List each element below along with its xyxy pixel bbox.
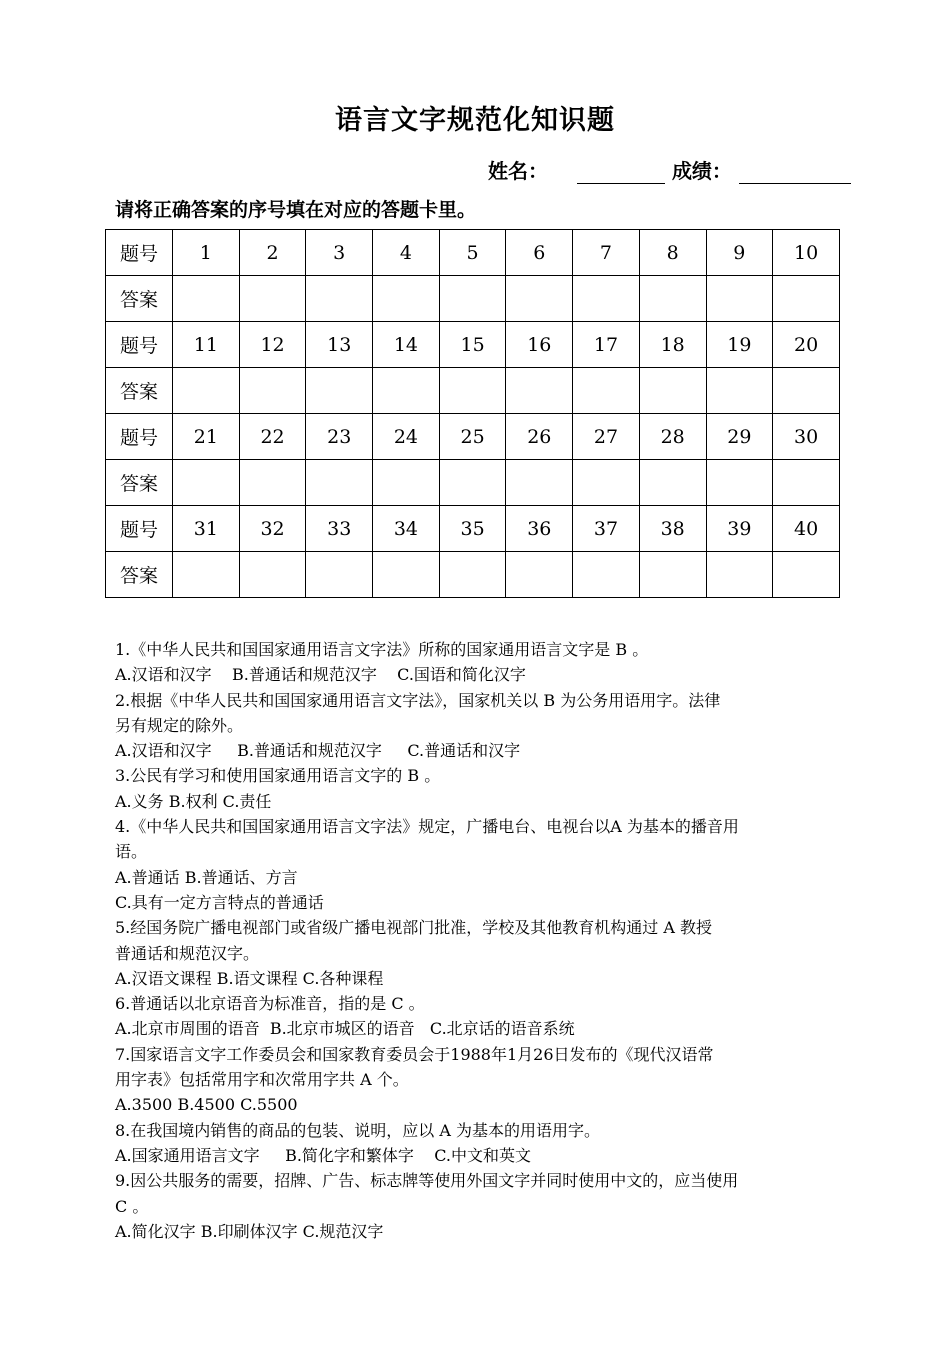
question-number-cell: 21 [173, 414, 240, 460]
answer-row [106, 368, 840, 414]
question-number-cell: 3 [306, 230, 373, 276]
question-number-cell: 39 [706, 506, 773, 552]
name-label: 姓名： [488, 159, 548, 183]
number-row-label: 题号 [106, 322, 173, 368]
question-text-line: 7.国家语言文字工作委员会和国家教育委员会于1988年1月26日发布的《现代汉语常 [115, 1044, 714, 1064]
number-row-label: 题号 [106, 414, 173, 460]
answer-cell[interactable] [706, 368, 773, 414]
number-row [106, 506, 840, 552]
answer-cell[interactable] [573, 552, 640, 598]
question-number-cell: 17 [573, 322, 640, 368]
number-row [106, 230, 840, 276]
answer-cell[interactable] [173, 276, 240, 322]
question-number-cell: 2 [239, 230, 306, 276]
question-text-line: A.简化汉字 B.印刷体汉字 C.规范汉字 [115, 1221, 384, 1241]
question-number-cell: 7 [573, 230, 640, 276]
answer-cell[interactable] [373, 276, 440, 322]
question-number-cell: 20 [773, 322, 840, 368]
answer-row [106, 276, 840, 322]
answer-cell[interactable] [173, 460, 240, 506]
question-number-cell: 36 [506, 506, 573, 552]
answer-cell[interactable] [639, 460, 706, 506]
question-number-cell: 24 [373, 414, 440, 460]
question-number-cell: 22 [239, 414, 306, 460]
answer-row [106, 552, 840, 598]
answer-cell[interactable] [373, 552, 440, 598]
question-number-cell: 4 [373, 230, 440, 276]
question-text-line: 语。 [115, 842, 148, 862]
question-text-line: 1.《中华人民共和国国家通用语言文字法》所称的国家通用语言文字是 B 。 [115, 640, 649, 659]
answer-cell[interactable] [706, 460, 773, 506]
question-text-line: 用字表》包括常用字和次常用字共 A 个。 [115, 1070, 409, 1090]
question-number-cell: 29 [706, 414, 773, 460]
instruction-text: 请将正确答案的序号填在对应的答题卡里。 [115, 199, 477, 221]
question-number-cell: 35 [439, 506, 506, 552]
question-list [115, 637, 837, 1244]
question-number-cell: 12 [239, 322, 306, 368]
answer-cell[interactable] [239, 552, 306, 598]
answer-cell[interactable] [439, 368, 506, 414]
question-text-line: 2.根据《中华人民共和国国家通用语言文字法》，国家机关以 B 为公务用语用字。法律 [115, 690, 721, 710]
answer-cell[interactable] [173, 368, 240, 414]
question-number-cell: 16 [506, 322, 573, 368]
answer-cell[interactable] [506, 552, 573, 598]
question-number-cell: 9 [706, 230, 773, 276]
answer-cell[interactable] [706, 552, 773, 598]
question-text-line: A.汉语和汉字 B.普通话和规范汉字 C.国语和简化汉字 [115, 665, 526, 685]
question-number-cell: 10 [773, 230, 840, 276]
question-number-cell: 33 [306, 506, 373, 552]
answer-row-label: 答案 [106, 552, 173, 598]
answer-cell[interactable] [439, 552, 506, 598]
answer-cell[interactable] [306, 276, 373, 322]
question-number-cell: 23 [306, 414, 373, 460]
question-number-cell: 28 [639, 414, 706, 460]
question-number-cell: 13 [306, 322, 373, 368]
name-score-line [488, 155, 848, 185]
question-text-line: A.汉语和汉字 B.普通话和规范汉字 C.普通话和汉字 [115, 741, 521, 761]
question-number-cell: 34 [373, 506, 440, 552]
answer-cell[interactable] [439, 276, 506, 322]
question-text-line: A.义务 B.权利 C.责任 [115, 791, 272, 811]
answer-cell[interactable] [706, 276, 773, 322]
question-number-cell: 32 [239, 506, 306, 552]
question-text-line: A.3500 B.4500 C.5500 [115, 1095, 298, 1115]
answer-cell[interactable] [239, 460, 306, 506]
question-text-line: 4.《中华人民共和国国家通用语言文字法》规定，广播电台、电视台以A 为基本的播音用 [115, 817, 739, 837]
question-text-line: C.具有一定方言特点的普通话 [115, 892, 324, 912]
number-row [106, 322, 840, 368]
question-number-cell: 11 [173, 322, 240, 368]
question-text-line: A.普通话 B.普通话、方言 [115, 867, 298, 887]
question-text-line: 5.经国务院广播电视部门或省级广播电视部门批准，学校及其他教育机构通过 A 教授 [115, 918, 712, 938]
answer-cell[interactable] [506, 276, 573, 322]
question-text-line: 另有规定的除外。 [115, 715, 244, 735]
question-text-line: 9.因公共服务的需要，招牌、广告、标志牌等使用外国文字并同时使用中文的，应当使用 [115, 1171, 739, 1191]
question-text-line: A.国家通用语言文字 B.简化字和繁体字 C.中文和英文 [115, 1145, 532, 1165]
answer-cell[interactable] [773, 552, 840, 598]
number-row [106, 414, 840, 460]
answer-cell[interactable] [506, 460, 573, 506]
question-text-line: 普通话和规范汉字。 [115, 943, 260, 963]
answer-row-label: 答案 [106, 276, 173, 322]
question-number-cell: 25 [439, 414, 506, 460]
answer-cell[interactable] [373, 460, 440, 506]
question-number-cell: 19 [706, 322, 773, 368]
score-label: 成绩： [671, 159, 732, 183]
answer-cell[interactable] [439, 460, 506, 506]
question-number-cell: 14 [373, 322, 440, 368]
answer-cell[interactable] [239, 276, 306, 322]
question-number-cell: 8 [639, 230, 706, 276]
answer-cell[interactable] [573, 368, 640, 414]
answer-cell[interactable] [373, 368, 440, 414]
question-number-cell: 38 [639, 506, 706, 552]
name-blank[interactable] [577, 159, 665, 184]
answer-row-label: 答案 [106, 460, 173, 506]
question-text-line: A.北京市周围的语音 B.北京市城区的语音 C.北京话的语音系统 [115, 1019, 575, 1039]
question-number-cell: 18 [639, 322, 706, 368]
question-number-cell: 5 [439, 230, 506, 276]
question-number-cell: 40 [773, 506, 840, 552]
score-blank[interactable] [739, 159, 851, 184]
question-text-line: A.汉语文课程 B.语文课程 C.各种课程 [115, 968, 384, 988]
answer-cell[interactable] [573, 460, 640, 506]
question-text-line: 8.在我国境内销售的商品的包装、说明，应以 A 为基本的用语用字。 [115, 1120, 600, 1140]
number-row-label: 题号 [106, 506, 173, 552]
question-number-cell: 31 [173, 506, 240, 552]
answer-row [106, 460, 840, 506]
question-number-cell: 1 [173, 230, 240, 276]
answer-card-table [105, 229, 840, 598]
question-number-cell: 37 [573, 506, 640, 552]
answer-cell[interactable] [173, 552, 240, 598]
answer-cell[interactable] [239, 368, 306, 414]
answer-cell[interactable] [773, 368, 840, 414]
answer-row-label: 答案 [106, 368, 173, 414]
answer-cell[interactable] [306, 460, 373, 506]
answer-cell[interactable] [639, 552, 706, 598]
number-row-label: 题号 [106, 230, 173, 276]
question-text-line: C 。 [115, 1196, 149, 1216]
question-text-line: 3.公民有学习和使用国家通用语言文字的 B 。 [115, 766, 441, 786]
question-number-cell: 26 [506, 414, 573, 460]
answer-cell[interactable] [573, 276, 640, 322]
question-text-line: 6.普通话以北京语音为标准音，指的是 C 。 [115, 994, 425, 1014]
answer-cell[interactable] [306, 368, 373, 414]
answer-cell[interactable] [506, 368, 573, 414]
answer-cell[interactable] [306, 552, 373, 598]
question-number-cell: 6 [506, 230, 573, 276]
answer-cell[interactable] [639, 276, 706, 322]
page-title: 语言文字规范化知识题 [335, 105, 615, 136]
question-number-cell: 27 [573, 414, 640, 460]
answer-cell[interactable] [639, 368, 706, 414]
question-number-cell: 15 [439, 322, 506, 368]
question-number-cell: 30 [773, 414, 840, 460]
answer-cell[interactable] [773, 460, 840, 506]
answer-cell[interactable] [773, 276, 840, 322]
